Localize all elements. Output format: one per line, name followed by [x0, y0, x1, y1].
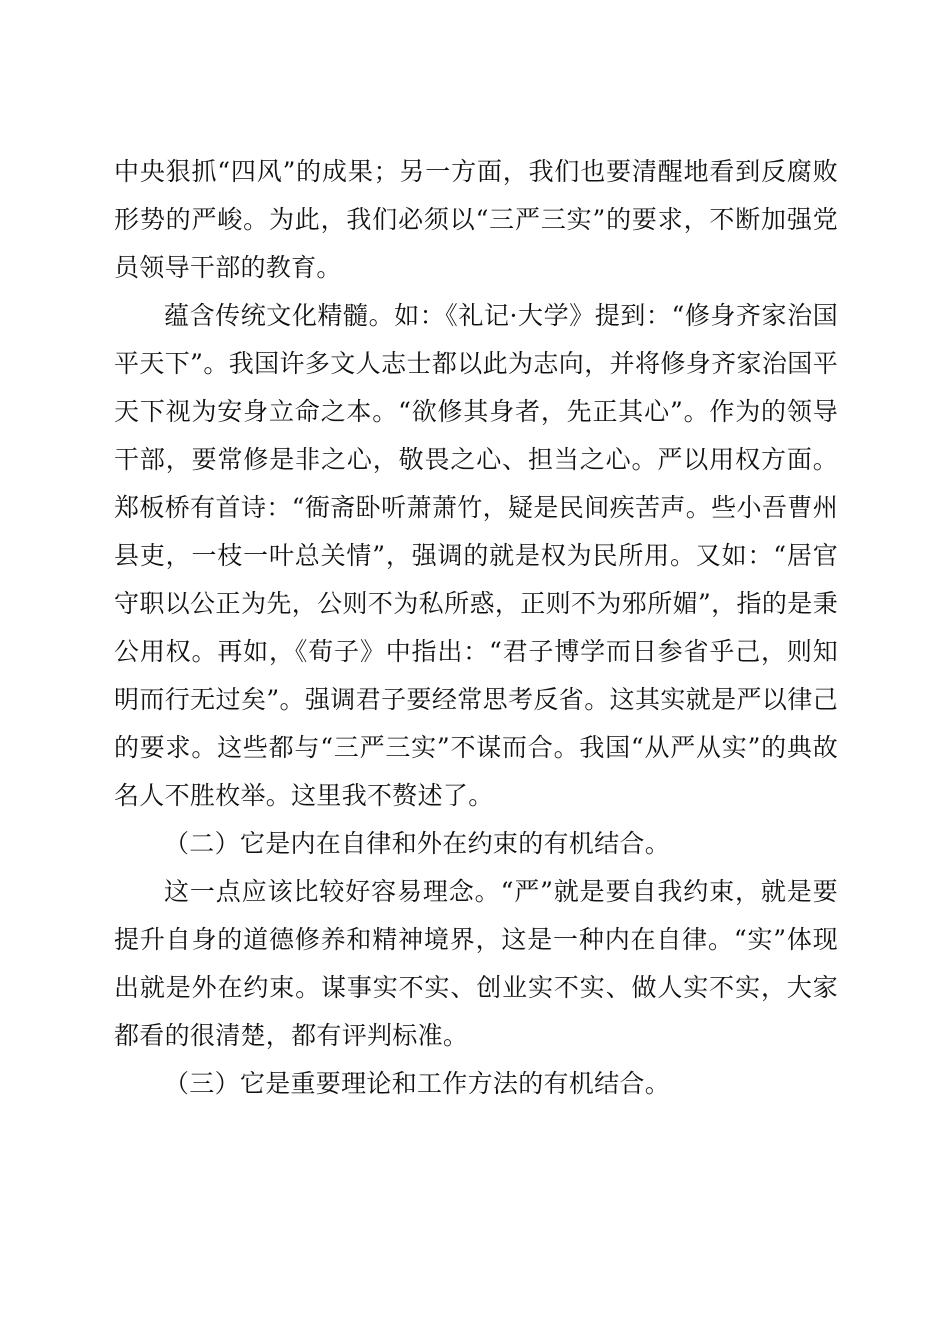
section-heading-2: （二）它是内在自律和外在约束的有机结合。 [164, 829, 671, 858]
paragraph-self-discipline: 这一点应该比较好容易理念。“严”就是要自我约束，就是要提升自身的道德修养和精神境界，这是一种内在自律。“实”体现出就是外在约束。谋事实不实、创业实不实、做人实不实，大家都看的很清楚，都有评判标准。 [114, 877, 838, 1050]
paragraph-continuation: 中央狠抓“四风”的成果；另一方面，我们也要清醒地看到反腐败形势的严峻。为此，我们必须以“三严三实”的要求，不断加强党员领导干部的教育。 [114, 157, 838, 282]
section-heading-3: （三）它是重要理论和工作方法的有机结合。 [164, 1069, 671, 1098]
paragraph-traditional-culture: 蕴含传统文化精髓。如：《礼记·大学》提到：“修身齐家治国平天下”。我国许多文人志士都以此为志向，并将修身齐家治国平天下视为安身立命之本。“欲修其身者，先正其心”。作为的领导干部，要常修是非之心，敬畏之心、担当之心。严以用权方面。郑板桥有首诗：“衙斋卧听萧萧竹，疑是民间疾苦声。些小吾曹州县吏，一枝一叶总关情”，强调的就是权为民所用。又如：“居官守职以公正为先，公则不为私所惑，正则不为邪所媚”，指的是秉公用权。再如，《荀子》中指出：“君子博学而日参省乎己，则知明而行无过矣”。强调君子要经常思考反省。这其实就是严以律己的要求。这些都与“三严三实”不谋而合。我国“从严从实”的典故名人不胜枚举。这里我不赘述了。 [114, 301, 839, 810]
document-body [114, 148, 838, 1108]
